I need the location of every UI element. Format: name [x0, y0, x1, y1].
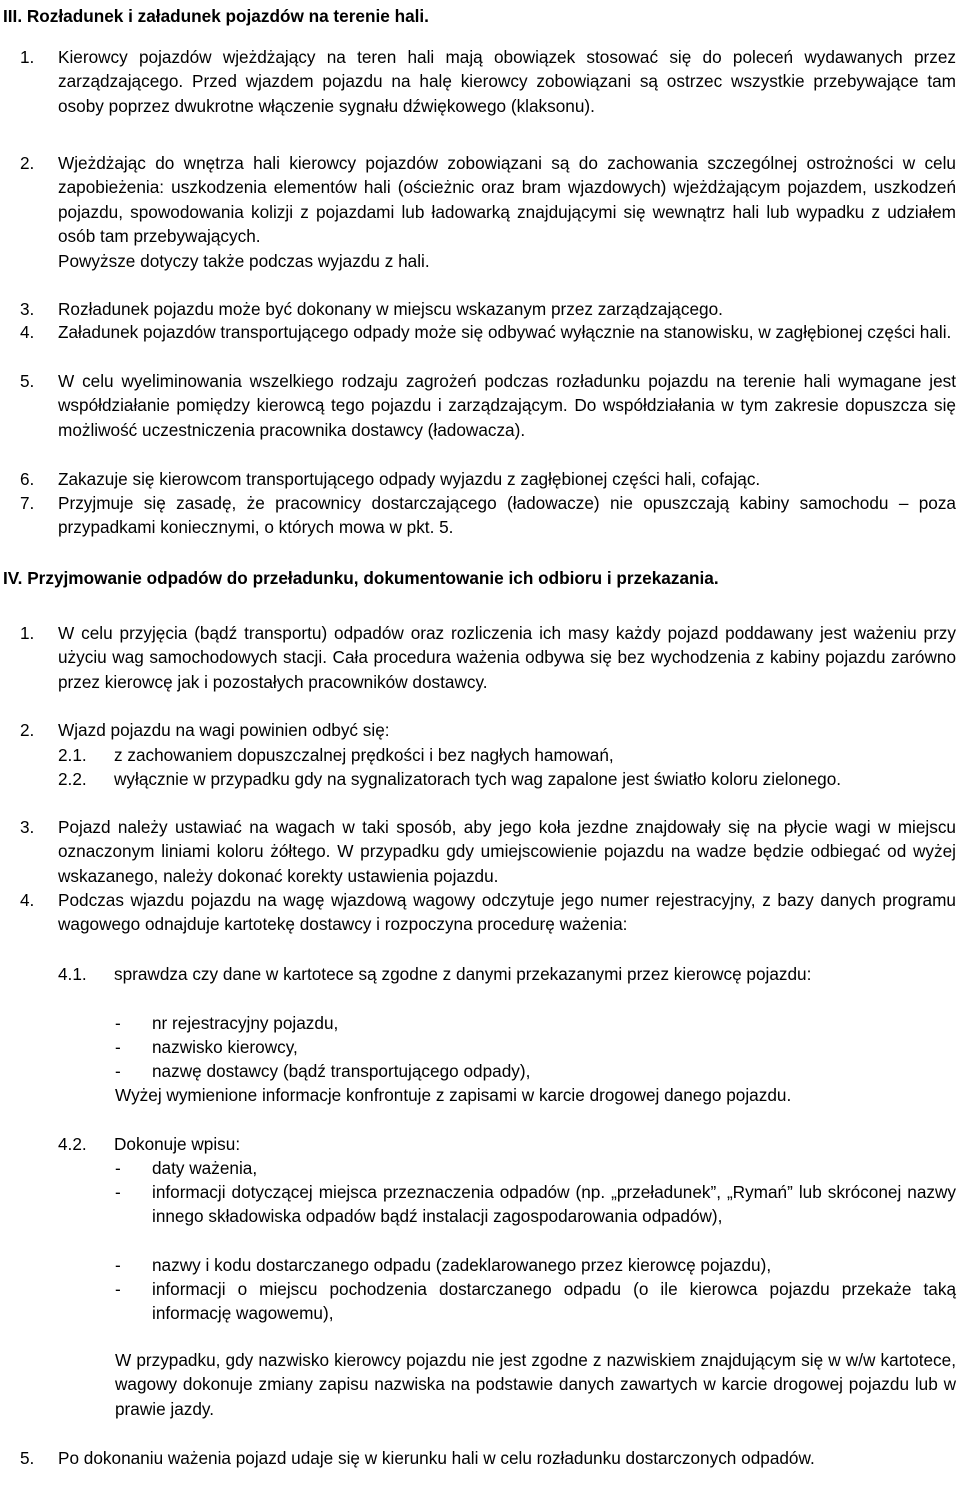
- item-number: 3.: [20, 299, 35, 319]
- list-item: [20, 151, 956, 273]
- bullet-item: [115, 1035, 956, 1059]
- sub-item-number: 4.2.: [58, 1134, 87, 1154]
- sub-item-text: z zachowaniem dopuszczalnej prędkości i bez nagłych hamowań,: [114, 745, 614, 765]
- list-item: [20, 718, 956, 742]
- item-text: Przyjmuje się zasadę, że pracownicy dostarczającego (ładowacze) nie opuszczają kabiny samochodu – poza przypadkami koniecznymi, o których mowa w pkt. 5.: [58, 493, 956, 538]
- note-paragraph: Wyżej wymienione informacje konfrontuje z zapisami w karcie drogowej danego pojazdu.: [115, 1085, 792, 1105]
- item-extra-text: Powyższe dotyczy także podczas wyjazdu z hali.: [58, 250, 430, 271]
- section-heading-iii: III. Rozładunek i załadunek pojazdów na terenie hali.: [3, 6, 429, 26]
- item-text: Wjeżdżając do wnętrza hali kierowcy pojazdów zobowiązani są do zachowania szczególnej ostrożności w celu zapobieżenia: uszkodzenia elementów hali (ościeżnic oraz bram wjazdowych) wjeżdżającym pojazdem, uszkodzeń pojazdu, spowodowania kolizji z pojazdami lub ładowarką znajdującymi się wewnątrz hali lub wypadku z udziałem osób tam przebywających.: [58, 153, 956, 247]
- item-number: 4.: [20, 890, 35, 910]
- item-text: Wjazd pojazdu na wagi powinien odbyć się:: [58, 720, 390, 740]
- sub-item-number: 4.1.: [58, 964, 87, 984]
- sub-item-text: wyłącznie w przypadku gdy na sygnalizatorach tych wag zapalone jest światło koloru zielonego.: [114, 769, 842, 789]
- sub-item: [58, 962, 956, 986]
- item-number: 1.: [20, 47, 35, 67]
- item-number: 7.: [20, 493, 35, 513]
- bullet-text: nazwę dostawcy (bądź transportującego odpady),: [152, 1061, 531, 1081]
- list-item: [20, 45, 956, 118]
- item-number: 6.: [20, 469, 35, 489]
- bullet-item: [115, 1059, 956, 1083]
- sub-item: [58, 767, 956, 791]
- sub-item-text: sprawdza czy dane w kartotece są zgodne z danymi przekazanymi przez kierowcę pojazdu:: [114, 964, 812, 984]
- item-number: 5.: [20, 371, 35, 391]
- item-number: 2.: [20, 720, 35, 740]
- item-text: Zakazuje się kierowcom transportującego odpady wyjazdu z zagłębionej części hali, cofając.: [58, 469, 761, 489]
- bullet-text: nazwisko kierowcy,: [152, 1037, 298, 1057]
- item-text: Po dokonaniu ważenia pojazd udaje się w kierunku hali w celu rozładunku dostarczonych odpadów.: [58, 1448, 815, 1468]
- bullet-text: nazwy i kodu dostarczanego odpadu (zadeklarowanego przez kierowcę pojazdu),: [152, 1255, 772, 1275]
- list-item: [20, 491, 956, 540]
- item-number: 3.: [20, 817, 35, 837]
- item-number: 2.: [20, 153, 35, 173]
- bullet-text: informacji dotyczącej miejsca przeznaczenia odpadów (np. „przeładunek”, „Rymań” lub skróconej nazwy innego składowiska odpadów bądź instalacji zagospodarowania odpadów),: [152, 1182, 956, 1227]
- sub-item-number: 2.1.: [58, 745, 87, 765]
- list-item: [20, 369, 956, 442]
- list-item: [20, 621, 956, 694]
- sub-item-text: Dokonuje wpisu:: [114, 1134, 241, 1154]
- item-text: Załadunek pojazdów transportującego odpady może się odbywać wyłącznie na stanowisku, w zagłębionej części hali.: [58, 322, 952, 342]
- list-item: [20, 1446, 956, 1470]
- item-text: Podczas wjazdu pojazdu na wagę wjazdową wagowy odczytuje jego numer rejestracyjny, z bazy danych programu wagowego odnajduje kartotekę dostawcy i rozpoczyna procedurę ważenia:: [58, 890, 956, 935]
- dash-marker: -: [115, 1255, 121, 1275]
- list-item: [20, 815, 956, 888]
- item-text: W celu przyjęcia (bądź transportu) odpadów oraz rozliczenia ich masy każdy pojazd poddawany jest ważeniu przy użyciu wag samochodowych stacji. Cała procedura ważenia odbywa się bez wychodzenia z kabiny pojazdu zarówno przez kierowcę jak i pozostałych pracowników dostawcy.: [58, 623, 956, 692]
- dash-marker: -: [115, 1061, 121, 1081]
- list-item: [20, 320, 956, 344]
- item-number: 5.: [20, 1448, 35, 1468]
- item-text: Pojazd należy ustawiać na wagach w taki sposób, aby jego koła jezdne znajdowały się na płycie wagi w miejscu oznaczonym liniami koloru żółtego. W przypadku gdy umiejscowienie pojazdu na wadze będzie odbiegać od wyżej wskazanego, należy dokonać korekty ustawienia pojazdu.: [58, 817, 956, 886]
- sub-item: [58, 1132, 956, 1156]
- sub-item: [58, 743, 956, 767]
- bullet-item: [115, 1253, 956, 1277]
- note-paragraph: W przypadku, gdy nazwisko kierowcy pojazdu nie jest zgodne z nazwiskiem znajdującym się w w/w kartotece, wagowy dokonuje zmiany zapisu nazwiska na podstawie danych zawartych w karcie drogowej pojazdu lub w prawie jazdy.: [115, 1350, 956, 1419]
- list-item: [20, 888, 956, 937]
- bullet-text: nr rejestracyjny pojazdu,: [152, 1013, 339, 1033]
- bullet-item: [115, 1156, 956, 1180]
- item-number: 1.: [20, 623, 35, 643]
- bullet-text: daty ważenia,: [152, 1158, 258, 1178]
- sub-item-number: 2.2.: [58, 769, 87, 789]
- bullet-item: [115, 1180, 956, 1229]
- section-heading-iv: IV. Przyjmowanie odpadów do przeładunku, dokumentowanie ich odbioru i przekazania.: [3, 568, 719, 588]
- dash-marker: -: [115, 1279, 121, 1299]
- dash-marker: -: [115, 1013, 121, 1033]
- item-text: Rozładunek pojazdu może być dokonany w miejscu wskazanym przez zarządzającego.: [58, 299, 723, 319]
- item-number: 4.: [20, 322, 35, 342]
- list-item: [20, 297, 956, 321]
- dash-marker: -: [115, 1037, 121, 1057]
- dash-marker: -: [115, 1158, 121, 1178]
- dash-marker: -: [115, 1182, 121, 1202]
- bullet-item: [115, 1277, 956, 1326]
- list-item: [20, 467, 956, 491]
- item-text: W celu wyeliminowania wszelkiego rodzaju zagrożeń podczas rozładunku pojazdu na terenie hali wymagane jest współdziałanie pomiędzy kierowcą tego pojazdu i zarządzającym. Do współdziałania w tym zakresie dopuszcza się możliwość uczestniczenia pracownika dostawcy (ładowacza).: [58, 371, 956, 440]
- bullet-item: [115, 1011, 956, 1035]
- bullet-text: informacji o miejscu pochodzenia dostarczanego odpadu (o ile kierowca pojazdu przekaże taką informację wagowemu),: [152, 1279, 956, 1324]
- item-text: Kierowcy pojazdów wjeżdżający na teren hali mają obowiązek stosować się do poleceń wydawanych przez zarządzającego. Przed wjazdem pojazdu na halę kierowcy zobowiązani są ostrzec wszystkie przebywające tam osoby poprzez dwukrotne włączenie sygnału dźwiękowego (klaksonu).: [58, 47, 956, 116]
